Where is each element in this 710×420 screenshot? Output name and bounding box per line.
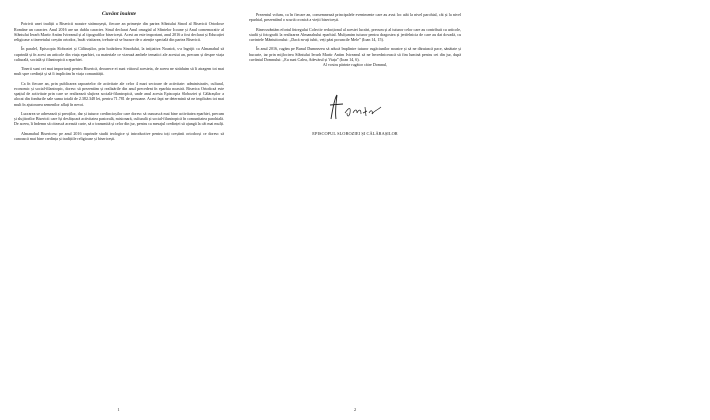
left-page: [0, 0, 237, 420]
right-page: [237, 0, 473, 420]
paragraph: Potrivit unei tradiții a Bisericii noastre strămoșești, fiecare an primește din partea Sfântului Sinod al Bisericii Ortodoxe Române un caracter. Anul 2016 are un dublu caracter. Sinul declarat Anul omagial al Sfintelor Icoane și Anul comemorativ al Sfântului Ierarh Martir Antim Ivireanul și al tipografilor bisericești. Acest an este important, anul 2016 a fost declarat și Educației religioase a tineretului creștin ortodox, încât vizitarea, trebuie să se bucure de o atenție specială din partea Bisericii.: [14, 21, 224, 42]
page-number: 1: [117, 407, 120, 412]
paragraph: Lucrarea se adresează și preoților, dar și tuturor credincioșilor care doresc să cunoască mai bine activitatea eparhiei, precum și slujitorilor Bisericii care își desfășoară activitatea pastorală, misionară, culturală și social-filantropică în comunitatea parohială. De aceea, îi îndemn să citească această carte, să o transmită și celor din jur, pentru ca mesajul credinței să ajungă la cât mai mulți.: [14, 110, 224, 127]
paragraph: În anul 2016, rugăm pe Bunul Dumnezeu să aducă împlinire tuturor rugăciunilor noastre și să ne dăruiască pace, sănătate și bucurie, iar prin mijlocirea Sfântului Ierarh Martir Antim Ivireanul să ne învrednicească să fim lumină pentru cei din jur, după cuvântul Domnului: „Eu sunt Calea, Adevărul și Viața” (Ioan 14, 6).: [249, 46, 461, 62]
paragraph: Tinerii sunt cei mai importanți pentru Biserică, deoarece ei sunt viitorul acesteia, de aceea ne străduim să îi atragem tot mai mult spre credință și să îi implicăm în viața comunității.: [14, 66, 224, 77]
paragraph: Ca în fiecare an, prin publicarea rapoartelor de activitate ale celor 4 mari sectoare de activitate: administrativ, cultural, economic și social-filantropic, doresc să prezentăm și realizările din anul precedent în eparhia noastră. Biserica Ortodoxă este spațiul de activitate prin care se realizează slujirea socială-filantropică, unde anul acesta Episcopia Sloboziei și Călărașilor a alocat din fondurile sale suma totală de 2.382.348 lei, pentru 71.781 de persoane. Acest fapt ne determină să ne implicăm tot mai mult în ajutorarea semenilor aflați în nevoi.: [14, 80, 224, 107]
closing-wish: Al vostru părinte rugător către Domnul,: [322, 62, 388, 67]
signature-icon: [323, 89, 387, 127]
paragraph: În paralel, Episcopia Sloboziei și Călărașilor, prin hotărârea Sinodului, la inițiativa Noastră, s-a îngrijit ca Almanahul să cuprindă și în acest an articole din viața eparhiei, cu materiale ce vizează ambele tematici ale acestui an, precum și despre viața culturală, socială și filantropică a eparhiei.: [14, 46, 224, 62]
right-page-column: [249, 12, 461, 137]
page-title: Cuvânt înainte: [101, 11, 137, 17]
page-number: 2: [353, 407, 357, 412]
left-page-column: [14, 12, 224, 141]
signature-name: EPISCOPUL SLOBOZIEI ȘI CĂLĂRAȘILOR: [312, 131, 398, 137]
paragraph: Binecuvântăm efortul întregului Colectiv redacțional al acestei lucrări, precum și al tuturor celor care au contribuit cu articole, studii și fotografii la realizarea Almanahului eparhial. Mulțumim tuturor pentru dragostea și jertfelnicia de care au dat dovadă, cu cuvintele Mântuitorului: „Dacă m-ați iubit, veți păzi poruncile Mele” (Ioan 14, 15).: [249, 26, 461, 42]
paragraph: Almanahul Bisericesc pe anul 2016 cuprinde studii teologice și introductive pentru toți creștinii ortodocși ce doresc să cunoască mai bine credința și tradițiile religioase și bisericești.: [14, 130, 224, 141]
paragraph: Prezentul volum, ca în fiecare an, consemnează principalele evenimente care au avut loc atât la nivel parohial, cât și la nivel eparhial, prezentând o scurtă cronică a vieții bisericești.: [249, 12, 461, 23]
